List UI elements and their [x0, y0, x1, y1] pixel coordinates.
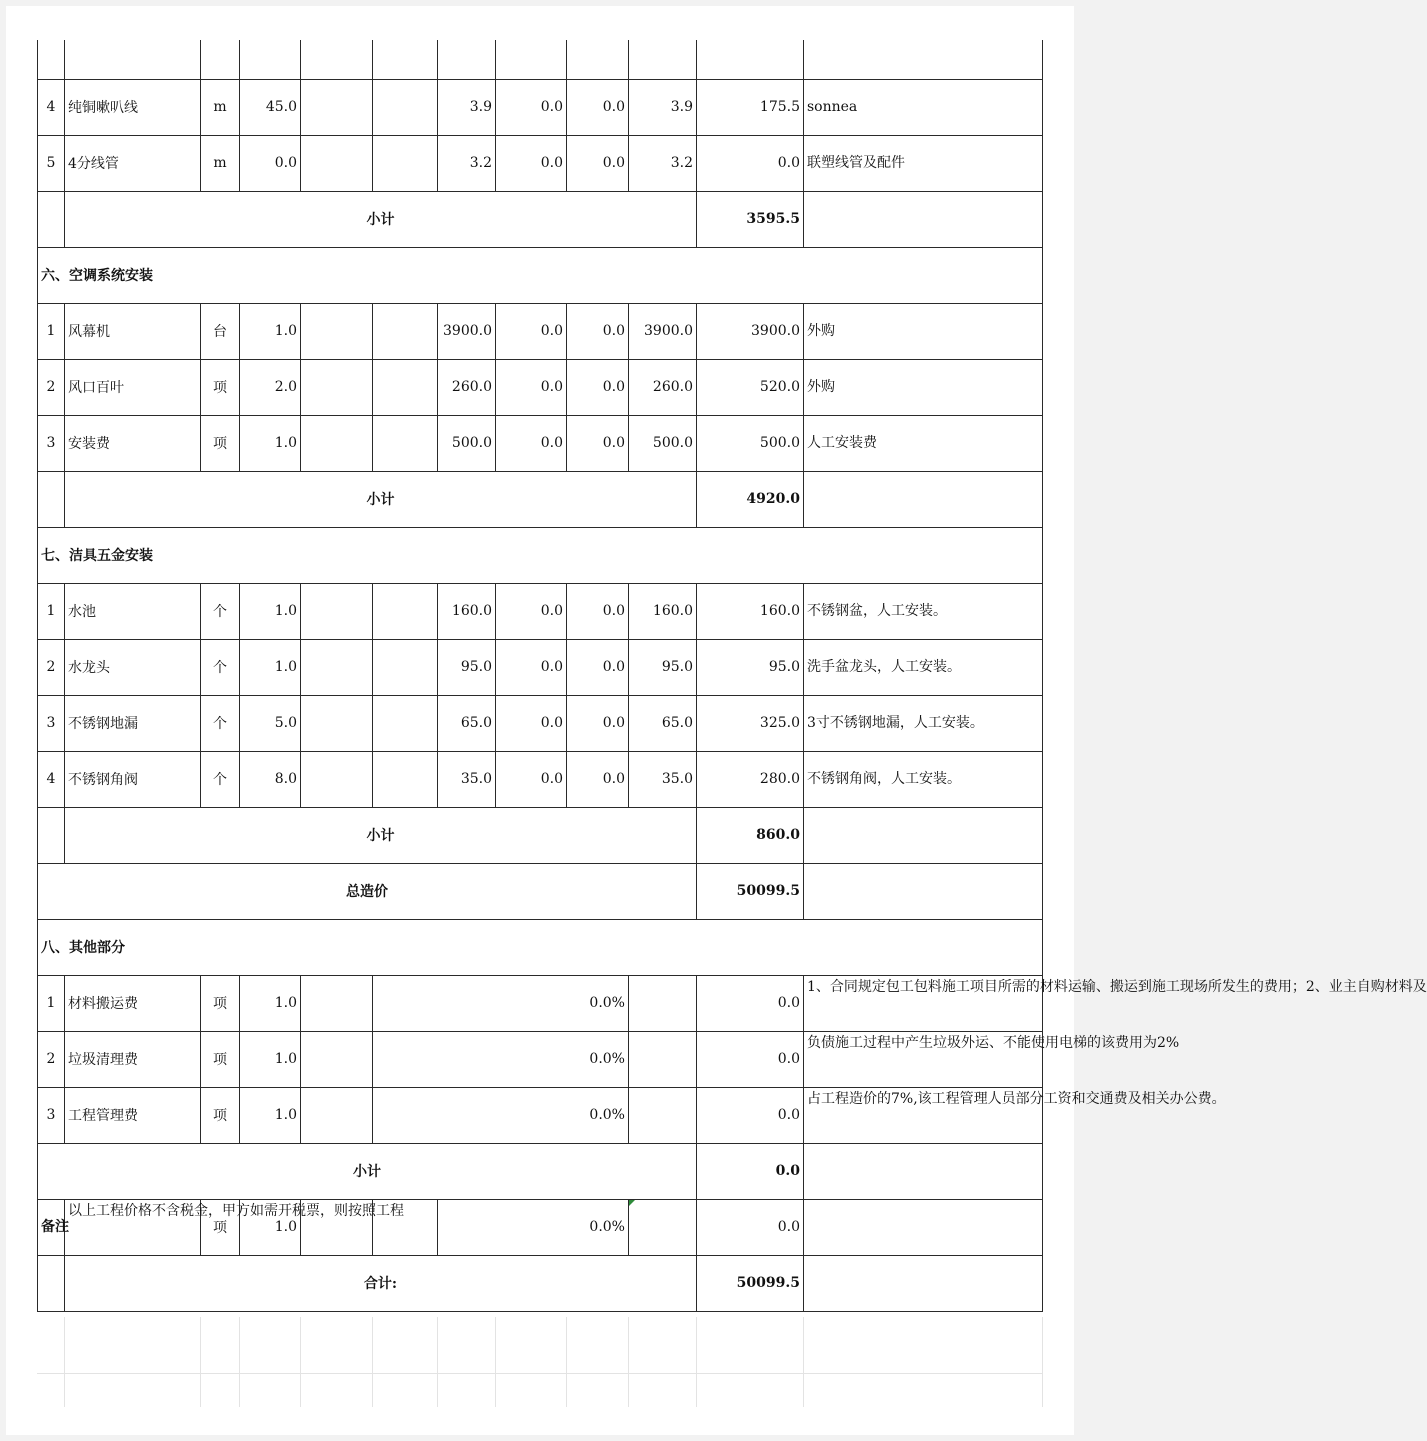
subtotal-label: 小计 — [65, 807, 697, 863]
item-note: 外购 — [804, 359, 1043, 415]
item-note: 联塑线管及配件 — [804, 135, 1043, 191]
table-row — [38, 583, 1043, 639]
unit: 个 — [201, 695, 240, 751]
line-total: 520.0 — [697, 359, 804, 415]
unit: 项 — [201, 1087, 240, 1143]
section-title: 六、空调系统安装 — [38, 247, 1043, 303]
subtotal-row — [38, 191, 1043, 247]
table-row — [38, 415, 1043, 471]
composite-price: 160.0 — [629, 583, 697, 639]
table-row — [38, 135, 1043, 191]
unit-price: 65.0 — [438, 695, 496, 751]
price-col: 0.0 — [567, 303, 629, 359]
grand-total-value: 50099.5 — [697, 1255, 804, 1311]
item-note: 不锈钢盆，人工安装。 — [804, 583, 1043, 639]
quantity: 1.0 — [240, 303, 301, 359]
gridline — [566, 1317, 567, 1407]
item-name: 材料搬运费 — [65, 975, 201, 1031]
cell-comment-marker — [629, 1200, 635, 1206]
price-col: 0.0 — [567, 639, 629, 695]
quantity: 1.0 — [240, 639, 301, 695]
rate: 0.0% — [373, 1087, 629, 1143]
subtotal-value: 4920.0 — [697, 471, 804, 527]
unit: 项 — [201, 415, 240, 471]
line-total: 0.0 — [697, 1031, 804, 1087]
item-name: 安装费 — [65, 415, 201, 471]
unit-price: 160.0 — [438, 583, 496, 639]
gridline — [696, 1317, 697, 1407]
unit-price: 3900.0 — [438, 303, 496, 359]
subtotal-value: 860.0 — [697, 807, 804, 863]
line-total: 0.0 — [697, 975, 804, 1031]
price-col: 0.0 — [567, 359, 629, 415]
price-col: 0.0 — [496, 583, 567, 639]
empty-grid-area — [37, 1317, 1042, 1374]
total-cost-row — [38, 863, 1043, 919]
quantity: 0.0 — [240, 135, 301, 191]
quantity: 2.0 — [240, 359, 301, 415]
grand-total-row — [38, 1255, 1043, 1311]
grand-total-label: 合计: — [65, 1255, 697, 1311]
quantity: 1.0 — [240, 1031, 301, 1087]
quantity: 1.0 — [240, 1087, 301, 1143]
item-note: 不锈钢角阀，人工安装。 — [804, 751, 1043, 807]
unit: 个 — [201, 583, 240, 639]
item-note — [804, 1087, 1226, 1143]
table-row — [38, 359, 1043, 415]
price-col: 0.0 — [496, 303, 567, 359]
unit: 台 — [201, 303, 240, 359]
unit: 项 — [201, 975, 240, 1031]
item-note: 外购 — [804, 303, 1043, 359]
table-row — [38, 639, 1043, 695]
subtotal-label: 小计 — [65, 191, 697, 247]
item-note: 洗手盆龙头，人工安装。 — [804, 639, 1043, 695]
line-total: 3900.0 — [697, 303, 804, 359]
row-number: 3 — [38, 1087, 65, 1143]
row-number: 5 — [38, 135, 65, 191]
price-col: 0.0 — [496, 359, 567, 415]
row-number: 1 — [38, 583, 65, 639]
item-note — [804, 1031, 1180, 1087]
gridline — [239, 1317, 240, 1407]
table-row — [38, 1031, 1043, 1087]
subtotal-value: 3595.5 — [697, 191, 804, 247]
item-name: 水池 — [65, 583, 201, 639]
price-col: 0.0 — [496, 79, 567, 135]
price-col: 0.0 — [496, 135, 567, 191]
remark-row — [38, 1199, 1043, 1255]
composite-price: 500.0 — [629, 415, 697, 471]
line-total: 0.0 — [697, 135, 804, 191]
item-note: 3寸不锈钢地漏，人工安装。 — [804, 695, 1043, 751]
line-total: 175.5 — [697, 79, 804, 135]
table-row — [38, 1087, 1043, 1143]
table-row — [38, 695, 1043, 751]
gridline — [1042, 1317, 1043, 1407]
line-total: 500.0 — [697, 415, 804, 471]
unit: 项 — [201, 1031, 240, 1087]
item-name: 纯铜嗽叭线 — [65, 79, 201, 135]
composite-price: 260.0 — [629, 359, 697, 415]
subtotal-label: 小计 — [38, 1143, 697, 1199]
table-row — [38, 751, 1043, 807]
remark-text: 以上工程价格不含税金，甲方如需开税票，则按照工程 — [68, 1203, 404, 1219]
row-number: 1 — [38, 303, 65, 359]
section-header-row — [38, 527, 1043, 583]
price-col: 0.0 — [496, 415, 567, 471]
line-total: 0.0 — [697, 1087, 804, 1143]
spreadsheet-page — [6, 6, 1427, 1435]
section-title: 八、其他部分 — [38, 919, 1043, 975]
line-total: 95.0 — [697, 639, 804, 695]
item-name: 不锈钢角阀 — [65, 751, 201, 807]
gridline — [372, 1317, 373, 1407]
gridline — [64, 1317, 65, 1407]
unit: 个 — [201, 751, 240, 807]
section-header-row — [38, 247, 1043, 303]
item-note: sonnea — [804, 79, 1043, 135]
remark-label: 备注 — [38, 1199, 65, 1255]
row-number: 3 — [38, 415, 65, 471]
gridline — [628, 1317, 629, 1407]
row-number: 4 — [38, 751, 65, 807]
gridline — [437, 1317, 438, 1407]
table-row — [38, 303, 1043, 359]
gridline — [495, 1317, 496, 1407]
quantity: 1.0 — [240, 975, 301, 1031]
item-note-text: 1、合同规定包工包料施工项目所需的材料运输、搬运到施工现场所发生的费用；2、业主自购材料及 — [807, 979, 1427, 995]
subtotal-value: 0.0 — [697, 1143, 804, 1199]
unit-price: 3.2 — [438, 135, 496, 191]
price-col: 0.0 — [567, 695, 629, 751]
item-name: 水龙头 — [65, 639, 201, 695]
total-cost-label: 总造价 — [38, 863, 697, 919]
table-row — [38, 79, 1043, 135]
subtotal-row — [38, 471, 1043, 527]
quantity: 5.0 — [240, 695, 301, 751]
section-title: 七、洁具五金安装 — [38, 527, 1043, 583]
item-name: 垃圾清理费 — [65, 1031, 201, 1087]
item-note — [804, 975, 1427, 1031]
unit: m — [201, 79, 240, 135]
composite-price: 95.0 — [629, 639, 697, 695]
item-name: 4分线管 — [65, 135, 201, 191]
unit: m — [201, 135, 240, 191]
composite-price: 65.0 — [629, 695, 697, 751]
unit-price: 500.0 — [438, 415, 496, 471]
unit-price: 3.9 — [438, 79, 496, 135]
item-name: 工程管理费 — [65, 1087, 201, 1143]
item-name: 风口百叶 — [65, 359, 201, 415]
row-number: 2 — [38, 359, 65, 415]
table-row — [38, 40, 1043, 79]
section-header-row — [38, 919, 1043, 975]
price-col: 0.0 — [567, 79, 629, 135]
unit: 项 — [201, 1199, 240, 1255]
price-col: 0.0 — [567, 415, 629, 471]
gridline — [200, 1317, 201, 1407]
subtotal-row — [38, 807, 1043, 863]
quantity: 8.0 — [240, 751, 301, 807]
price-col: 0.0 — [496, 751, 567, 807]
rate: 0.0% — [373, 1031, 629, 1087]
line-total: 0.0 — [697, 1199, 804, 1255]
quotation-table — [37, 40, 1427, 1312]
unit-price: 260.0 — [438, 359, 496, 415]
item-note-text: 占工程造价的7%,该工程管理人员部分工资和交通费及相关办公费。 — [807, 1091, 1226, 1107]
row-number: 3 — [38, 695, 65, 751]
row-number: 2 — [38, 1031, 65, 1087]
line-total: 325.0 — [697, 695, 804, 751]
quantity: 1.0 — [240, 415, 301, 471]
price-col: 0.0 — [567, 135, 629, 191]
price-col: 0.0 — [567, 583, 629, 639]
rate: 0.0% — [373, 975, 629, 1031]
unit-price: 35.0 — [438, 751, 496, 807]
quantity: 1.0 — [240, 1199, 301, 1255]
rate: 0.0% — [438, 1199, 629, 1255]
composite-price: 3.2 — [629, 135, 697, 191]
total-cost-value: 50099.5 — [697, 863, 804, 919]
row-number: 1 — [38, 975, 65, 1031]
composite-price: 3900.0 — [629, 303, 697, 359]
subtotal-label: 小计 — [65, 471, 697, 527]
unit-price: 95.0 — [438, 639, 496, 695]
line-total: 160.0 — [697, 583, 804, 639]
price-col: 0.0 — [496, 639, 567, 695]
price-col: 0.0 — [496, 695, 567, 751]
item-name: 风幕机 — [65, 303, 201, 359]
row-number: 2 — [38, 639, 65, 695]
row-number: 4 — [38, 79, 65, 135]
line-total: 280.0 — [697, 751, 804, 807]
item-name: 不锈钢地漏 — [65, 695, 201, 751]
price-col: 0.0 — [567, 751, 629, 807]
composite-price: 3.9 — [629, 79, 697, 135]
unit: 项 — [201, 359, 240, 415]
gridline — [803, 1317, 804, 1407]
item-note: 人工安装费 — [804, 415, 1043, 471]
item-note-text: 负债施工过程中产生垃圾外运、不能使用电梯的该费用为2% — [807, 1035, 1180, 1051]
table-row — [38, 975, 1043, 1031]
gridline — [300, 1317, 301, 1407]
quantity: 1.0 — [240, 583, 301, 639]
subtotal-row — [38, 1143, 1043, 1199]
unit: 个 — [201, 639, 240, 695]
quantity: 45.0 — [240, 79, 301, 135]
composite-price: 35.0 — [629, 751, 697, 807]
